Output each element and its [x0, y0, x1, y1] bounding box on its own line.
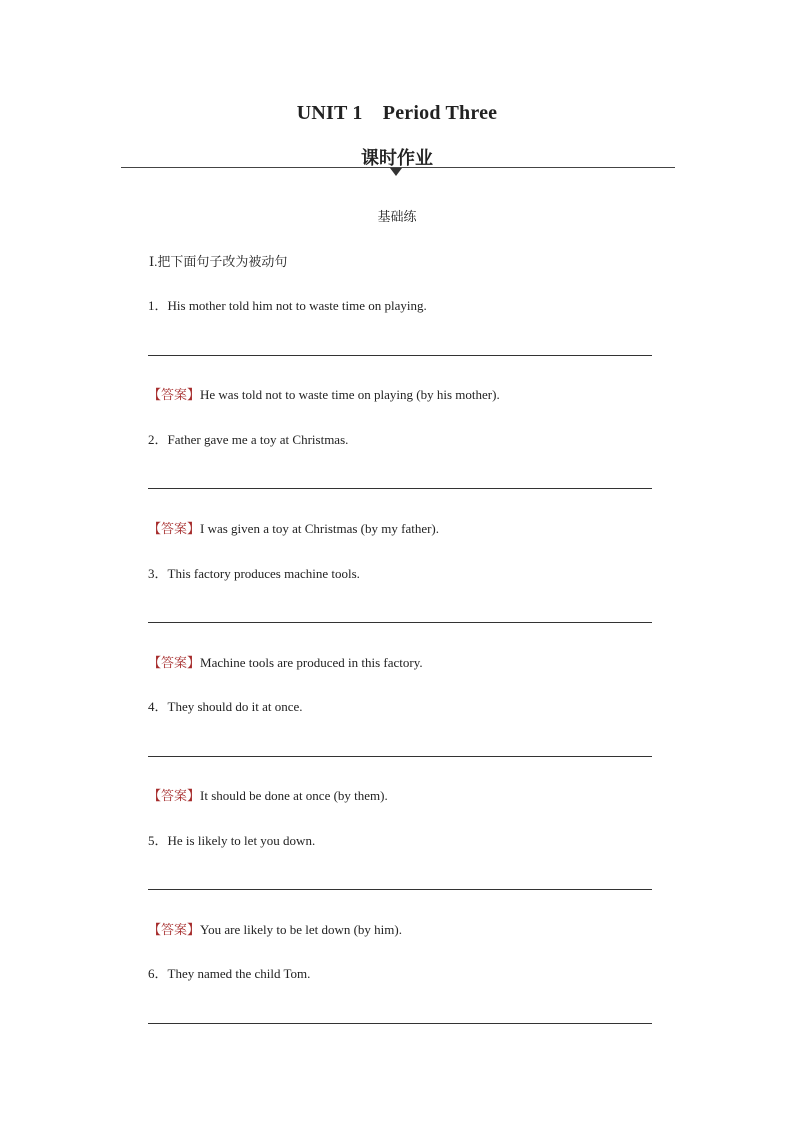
- answer-tag: 【答案】: [148, 788, 201, 803]
- answer-3: [148, 652, 423, 671]
- question-text: He is likely to let you down.: [167, 833, 316, 848]
- answer-line-1[interactable]: [148, 355, 652, 356]
- answer-text: Machine tools are produced in this factory.: [200, 655, 423, 670]
- answer-text: I was given a toy at Christmas (by my father).: [200, 521, 440, 536]
- answer-text: You are likely to be let down (by him).: [200, 922, 402, 937]
- triangle-down-icon: [390, 168, 402, 176]
- question-number: 3．: [148, 566, 168, 581]
- answer-tag: 【答案】: [148, 655, 201, 670]
- answer-text: He was told not to waste time on playing (by his mother).: [200, 387, 500, 402]
- question-1: [148, 295, 427, 314]
- answer-5: [148, 919, 402, 938]
- question-3: [148, 563, 360, 582]
- answer-2: [148, 518, 439, 537]
- answer-line-4[interactable]: [148, 756, 652, 757]
- section-subheading: 基础练: [377, 209, 417, 224]
- answer-line-5[interactable]: [148, 889, 652, 890]
- banner-title: 课时作业: [361, 148, 433, 168]
- question-text: They named the child Tom.: [167, 966, 311, 981]
- question-number: 4．: [148, 699, 168, 714]
- question-text: They should do it at once.: [167, 699, 303, 714]
- question-text: This factory produces machine tools.: [167, 566, 360, 581]
- question-number: 2．: [148, 432, 168, 447]
- question-text: Father gave me a toy at Christmas.: [167, 432, 349, 447]
- question-2: [148, 429, 348, 448]
- answer-tag: 【答案】: [148, 387, 201, 402]
- answer-tag: 【答案】: [148, 521, 201, 536]
- answer-1: [148, 384, 500, 403]
- section-instruction: Ⅰ.把下面句子改为被动句: [149, 254, 288, 269]
- question-number: 6．: [148, 966, 168, 981]
- question-5: [148, 830, 315, 849]
- answer-text: It should be done at once (by them).: [200, 788, 388, 803]
- answer-4: [148, 785, 388, 804]
- answer-line-6[interactable]: [148, 1023, 652, 1024]
- question-number: 5．: [148, 833, 168, 848]
- answer-tag: 【答案】: [148, 922, 201, 937]
- page-title: UNIT 1 Period Three: [296, 102, 498, 124]
- question-text: His mother told him not to waste time on playing.: [167, 298, 427, 313]
- question-number: 1．: [148, 298, 168, 313]
- question-6: [148, 963, 310, 982]
- answer-line-3[interactable]: [148, 622, 652, 623]
- answer-line-2[interactable]: [148, 488, 652, 489]
- question-4: [148, 696, 303, 715]
